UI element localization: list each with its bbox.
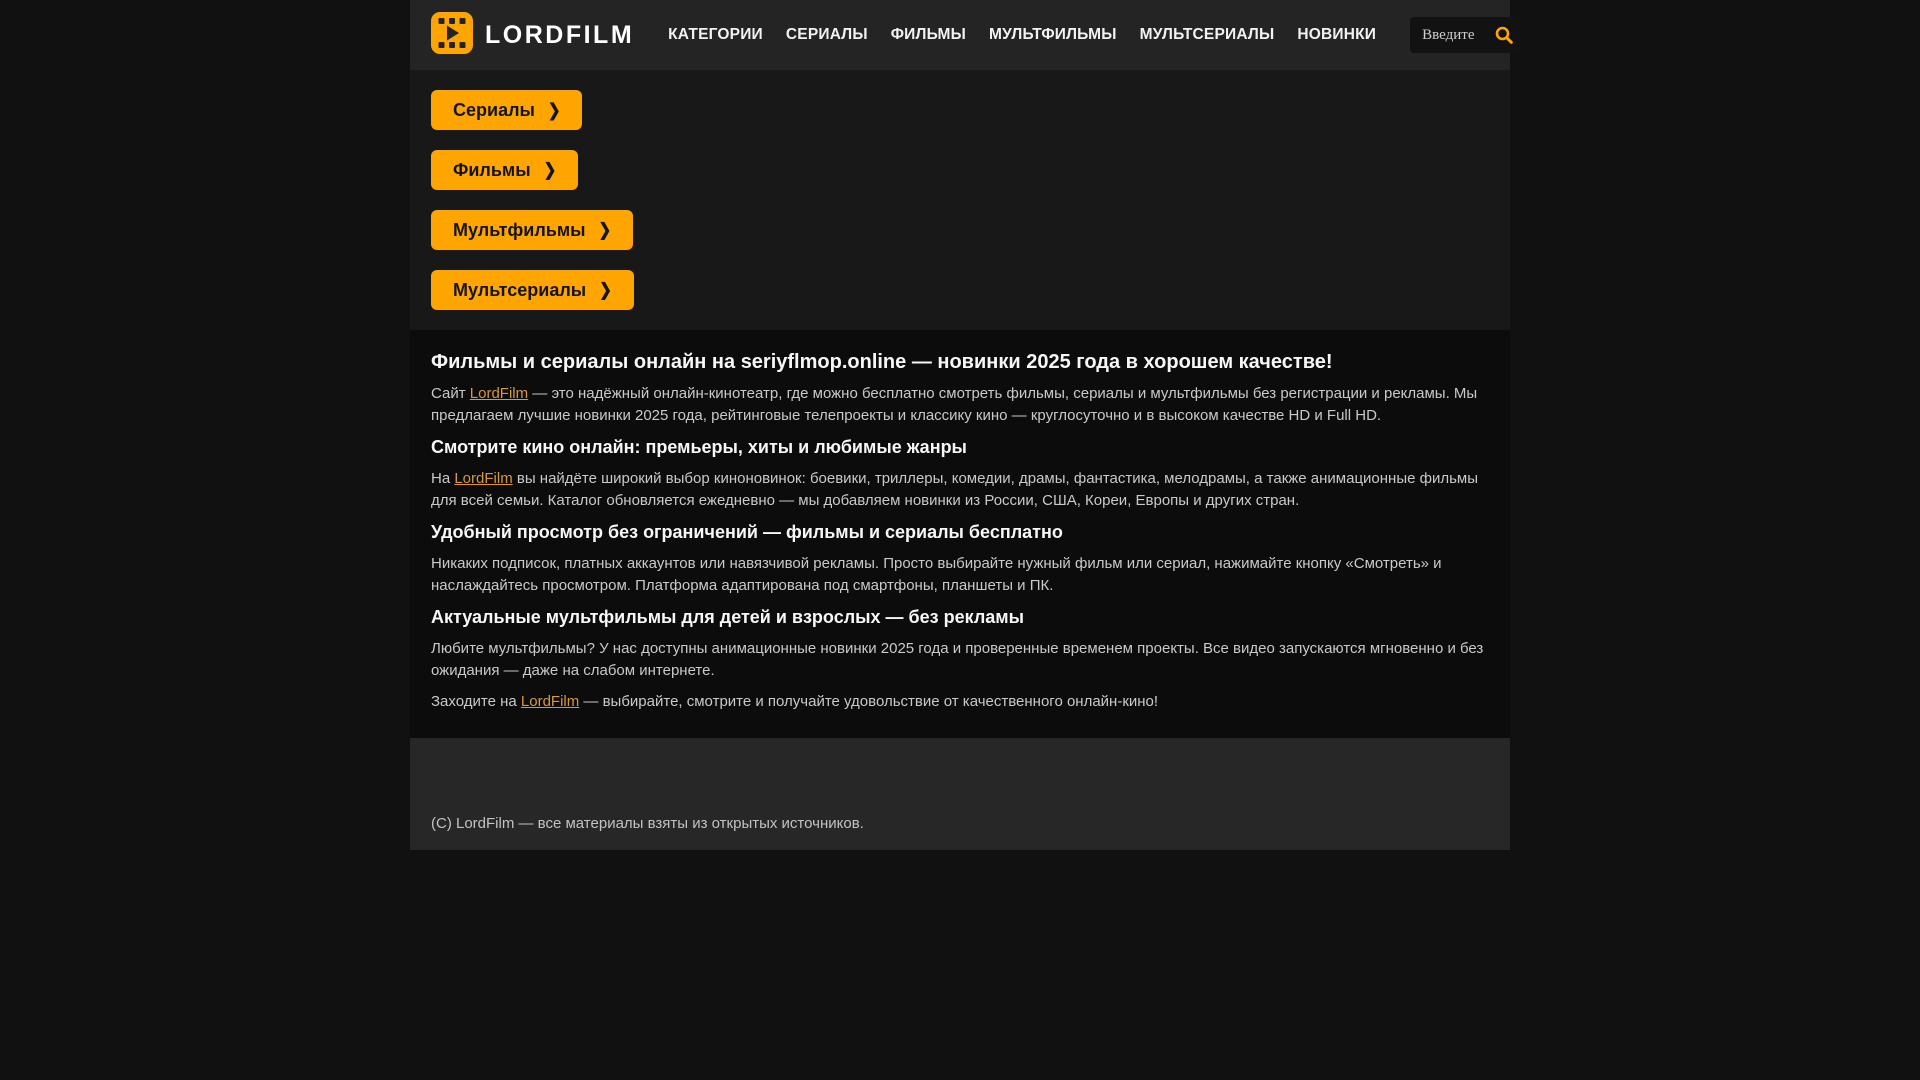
menu-button-films[interactable] — [431, 150, 578, 190]
nav-item-cartoon-series[interactable]: МУЛЬТСЕРИАЛЫ — [1139, 26, 1275, 43]
footer — [410, 738, 1510, 850]
menu-button-label: Мультфильмы — [453, 219, 586, 240]
seo-title: Фильмы и сериалы онлайн на seriyflmop.online — новинки 2025 года в хорошем качестве! — [431, 351, 1333, 373]
page-container — [410, 0, 1510, 850]
seo-paragraph: Никаких подписок, платных аккаунтов или навязчивой рекламы. Просто выбирайте нужный фильм или сериал, нажимайте кнопку «Смотреть» и наслаждайтесь просмотром. Платформа адаптирована под смартфоны, планшеты и ПК. — [431, 555, 1442, 594]
seo-paragraph — [431, 383, 1489, 427]
search-box — [1410, 17, 1522, 53]
search-button[interactable] — [1494, 25, 1514, 45]
paragraph-text: На — [431, 470, 455, 487]
chevron-right-icon: ❯ — [543, 160, 557, 181]
chevron-right-icon: ❯ — [599, 280, 612, 301]
nav-item-films[interactable]: ФИЛЬМЫ — [890, 26, 967, 43]
logo[interactable] — [431, 12, 634, 59]
seo-heading-cartoons: Актуальные мультфильмы для детей и взрослых — без рекламы — [431, 607, 1024, 627]
seo-heading-comfort: Удобный просмотр без ограничений — фильмы и сериалы бесплатно — [431, 522, 1063, 542]
paragraph-text: вы найдёте широкий выбор киноновинок: боевики, триллеры, комедии, драмы, фантастика, мелодрамы, а также анимационные фильмы для всей семьи. Каталог обновляется ежедневно — мы добавляем новинки из России, США, Кореи, Европы и других стран. — [431, 470, 1479, 509]
chevron-right-icon: ❯ — [598, 220, 612, 241]
lordfilm-link[interactable]: LordFilm — [520, 693, 580, 710]
search-icon — [1494, 25, 1514, 45]
main-nav — [668, 26, 1376, 44]
seo-paragraph — [431, 468, 1489, 512]
logo-text: LORDFILM — [485, 20, 635, 49]
header — [410, 0, 1510, 70]
paragraph-text: — выбирайте, смотрите и получайте удовольствие от качественного онлайн-кино! — [579, 693, 1159, 710]
search-input[interactable] — [1420, 26, 1494, 45]
nav-item-serials[interactable]: СЕРИАЛЫ — [785, 26, 868, 43]
seo-heading-watch: Смотрите кино онлайн: премьеры, хиты и любимые жанры — [431, 437, 967, 457]
nav-item-cartoons[interactable]: МУЛЬТФИЛЬМЫ — [989, 26, 1117, 43]
menu-button-label: Мультсериалы — [453, 279, 587, 300]
menu-button-label: Фильмы — [453, 159, 531, 180]
nav-item-categories[interactable]: КАТЕГОРИИ — [668, 26, 763, 43]
paragraph-text: Заходите на — [431, 693, 521, 710]
menu-button-series[interactable] — [431, 90, 582, 130]
nav-item-new[interactable]: НОВИНКИ — [1297, 26, 1377, 43]
lordfilm-link[interactable]: LordFilm — [454, 470, 513, 487]
paragraph-text: — это надёжный онлайн-кинотеатр, где можно бесплатно смотреть фильмы, сериалы и мультфильмы без регистрации и рекламы. Мы предлагаем лучшие новинки 2025 года, рейтинговые телепроекты и классику кино — круглосуточно и в высоком качестве HD и Full HD. — [431, 385, 1478, 424]
chevron-right-icon: ❯ — [547, 100, 561, 121]
paragraph-text: Сайт — [431, 385, 470, 402]
menu-button-cartoons[interactable] — [431, 210, 633, 250]
copyright-text: (C) LordFilm — все материалы взяты из открытых источников. — [431, 815, 864, 832]
menu-button-label: Сериалы — [453, 99, 535, 120]
seo-paragraph — [431, 691, 1489, 713]
seo-paragraph: Любите мультфильмы? У нас доступны анимационные новинки 2025 года и проверенные временем проекты. Все видео запускаются мгновенно и без ожидания — даже на слабом интернете. — [431, 640, 1484, 679]
film-strip-icon — [431, 12, 473, 59]
category-menu — [410, 70, 1510, 330]
seo-text-section — [410, 330, 1510, 738]
menu-button-cartoon-series[interactable] — [431, 270, 634, 310]
lordfilm-link[interactable]: LordFilm — [469, 385, 529, 402]
